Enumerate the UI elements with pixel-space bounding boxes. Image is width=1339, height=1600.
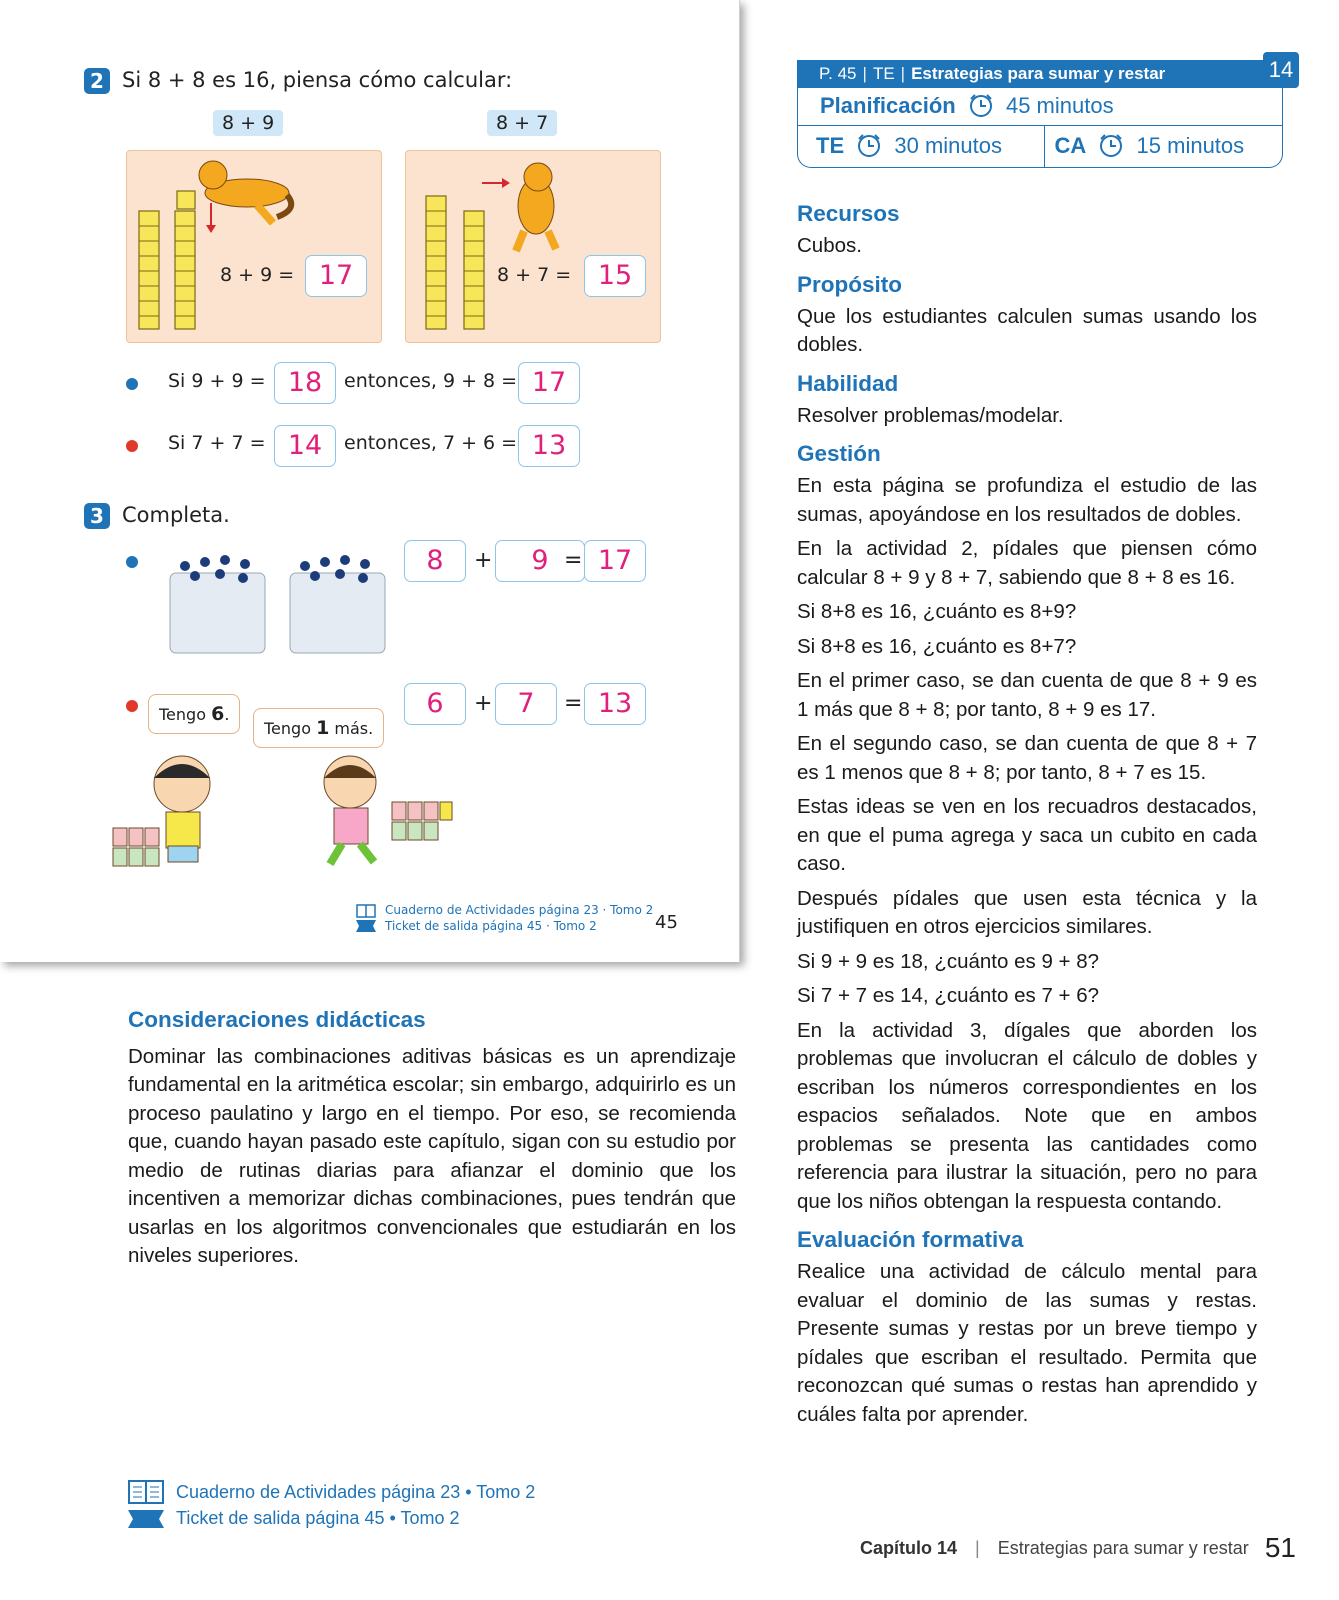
proposito-heading: Propósito	[797, 271, 902, 297]
footer-separator: |	[975, 1537, 980, 1558]
eq1-eq: =	[564, 548, 583, 573]
section-evaluacion	[797, 1226, 1257, 1429]
activity-2-prompt: Si 8 + 8 es 16, piensa cómo calcular:	[122, 68, 513, 92]
panel-left-label: 8 + 9	[213, 110, 283, 136]
gestion-paragraph: En la actividad 3, dígales que aborden los problemas que involucran el cálculo de dobles y escriban los números correspondientes en los espacios señalados. Note que en ambos problemas se presenta las cantidades como referencia para ilustrar la situación, pero no para que los niños obtengan la respuesta contando.	[797, 1018, 1257, 1213]
cuaderno-reference: Cuaderno de Actividades página 23 • Tomo 2	[128, 1480, 535, 1504]
gestion-heading: Gestión	[797, 441, 881, 466]
footer-title: Estrategias para sumar y restar	[997, 1537, 1249, 1558]
panel-left	[126, 150, 382, 343]
panel-right-equation: 8 + 7 =	[497, 264, 572, 286]
gestion-paragraph: Si 8+8 es 16, ¿cuánto es 8+9?	[797, 600, 1077, 623]
row2-pre: Si 7 + 7 =	[168, 432, 266, 454]
gestion-paragraph: En el primer caso, se dan cuenta de que 8 + 9 es 1 más que 8 + 8; por tanto, 8 + 9 es 17.	[797, 669, 1257, 721]
panel-right-label: 8 + 7	[487, 110, 557, 136]
gestion-paragraph: Si 7 + 7 es 14, ¿cuánto es 7 + 6?	[797, 984, 1100, 1007]
panel-left-equation: 8 + 9 =	[220, 264, 295, 286]
eq1-a: 8	[404, 540, 466, 582]
teacher-notes-column	[797, 200, 1257, 1439]
book-icon	[128, 1480, 164, 1504]
lesson-header-top: P. 45 | TE | Estrategias para sumar y restar	[797, 60, 1283, 88]
footer-page-number: 51	[1264, 1532, 1296, 1563]
consideraciones-heading: Consideraciones didácticas	[128, 1007, 426, 1032]
alarm-clock-icon	[1098, 132, 1124, 158]
proposito-text: Que los estudiantes calculen sumas usando los dobles.	[797, 304, 1257, 356]
consideraciones-text: Dominar las combinaciones aditivas básicas es un aprendizaje fundamental en la aritmética escolar; sin embargo, adquirirlo es un proceso paulatino y largo en el tiempo. Por eso, se recomienda que, cuando hayan pasado este capítulo, sigan con su estudio por medio de rutinas diarias para afianzar el dominio que los incentiven a memorizar dichas combinaciones, pues tendrán que usarlas en los algoritmos convencionales que estudiarán en los niveles superiores.	[128, 1044, 736, 1267]
lesson-title: Estrategias para sumar y restar	[911, 64, 1166, 83]
student-page-thumbnail	[0, 0, 740, 962]
activity-3-number: 3	[84, 503, 110, 529]
cubes-puma-illustration-right	[406, 151, 662, 344]
row1-pre: Si 9 + 9 =	[168, 370, 266, 392]
activity-3-prompt: Completa.	[122, 503, 230, 527]
activity-2-number: 2	[84, 68, 110, 94]
eq1-b: 9	[495, 540, 585, 582]
eq2-op: +	[474, 691, 493, 716]
speech-bubble-girl: Tengo 1 más.	[253, 708, 384, 748]
ca-time-cell: CA 15 minutos	[1044, 126, 1283, 167]
row1-answer-1: 18	[274, 362, 336, 404]
bullet-red	[126, 440, 138, 452]
gestion-paragraph: En la actividad 2, pídales que piensen cómo calcular 8 + 9 y 8 + 7, sabiendo que 8 + 8 es 16.	[797, 537, 1257, 589]
row1-answer-2: 17	[518, 362, 580, 404]
evaluacion-text: Realice una actividad de cálculo mental para evaluar el dominio de las sumas y restas. Presente sumas y restas por un breve tiempo y pídales que escriban el resultado. Permita que reconozcan qué sumas o restas han aprendido y cuáles falta por aprender.	[797, 1260, 1257, 1426]
book-icon-small	[356, 904, 376, 918]
section-recursos	[797, 200, 1257, 261]
speech-bubble-boy: Tengo 6.	[148, 694, 240, 734]
row2-answer-1: 14	[274, 425, 336, 467]
row2-answer-2: 13	[518, 425, 580, 467]
cubes-puma-illustration-left	[127, 151, 383, 344]
evaluacion-heading: Evaluación formativa	[797, 1227, 1024, 1252]
ticket-icon-small	[356, 920, 376, 932]
panel-left-answer: 17	[305, 255, 367, 297]
lesson-header	[797, 60, 1283, 168]
eq2-b: 7	[495, 683, 557, 725]
gestion-paragraph: Si 9 + 9 es 18, ¿cuánto es 9 + 8?	[797, 949, 1100, 973]
alarm-clock-icon	[968, 92, 994, 118]
ticket-reference: Ticket de salida página 45 • Tomo 2	[128, 1508, 459, 1529]
gestion-paragraph: En esta página se profundiza el estudio de las sumas, apoyándose en los resultados de dobles.	[797, 474, 1257, 526]
row2-mid: entonces, 7 + 6 =	[344, 432, 518, 454]
consideraciones-section	[128, 1006, 736, 1271]
te-time-cell: TE 30 minutos	[816, 133, 1002, 158]
children-with-cards-illustration	[110, 752, 470, 870]
eq2-eq: =	[564, 691, 583, 716]
gestion-paragraph: En el segundo caso, se dan cuenta de que 8 + 7 es 1 menos que 8 + 8; por tanto, 8 + 7 es 15.	[797, 732, 1257, 784]
chapter-badge: 14	[1263, 52, 1299, 88]
student-footer-line1: Cuaderno de Actividades página 23 · Tomo 2	[385, 903, 654, 917]
panel-right-answer: 15	[584, 255, 646, 297]
bullet-blue-2	[126, 556, 138, 568]
habilidad-heading: Habilidad	[797, 370, 899, 396]
eq2-c: 13	[584, 683, 646, 725]
student-footer-line2: Ticket de salida página 45 · Tomo 2	[385, 919, 597, 933]
gestion-paragraph: Estas ideas se ven en los recuadros destacados, en que el puma agrega y saca un cubito en cada caso.	[797, 795, 1257, 875]
planificacion-row: Planificación 45 minutos	[797, 88, 1283, 126]
gestion-paragraph: Si 8+8 es 16, ¿cuánto es 8+7?	[797, 634, 1077, 658]
section-habilidad	[797, 370, 1257, 431]
row1-mid: entonces, 9 + 8 =	[344, 370, 518, 392]
eq2-a: 6	[404, 683, 466, 725]
section-proposito	[797, 271, 1257, 360]
alarm-clock-icon	[856, 132, 882, 158]
student-page-number: 45	[655, 912, 678, 933]
gestion-paragraph: Después pídales que usen esta técnica y la justifiquen en otros ejercicios similares.	[797, 886, 1257, 938]
time-split-row	[797, 126, 1283, 168]
habilidad-text: Resolver problemas/modelar.	[797, 403, 1064, 427]
water-bottles-illustration	[165, 548, 395, 658]
panel-right	[405, 150, 661, 343]
bullet-red-2	[126, 700, 138, 712]
recursos-heading: Recursos	[797, 201, 900, 226]
eq1-c: 17	[584, 540, 646, 582]
recursos-text: Cubos.	[797, 234, 862, 257]
eq1-op: +	[474, 548, 493, 573]
bullet-blue	[126, 378, 138, 390]
ticket-icon	[128, 1510, 164, 1528]
section-gestion	[797, 440, 1257, 1216]
page-footer	[860, 1530, 1300, 1566]
footer-chapter: Capítulo 14	[860, 1537, 958, 1558]
